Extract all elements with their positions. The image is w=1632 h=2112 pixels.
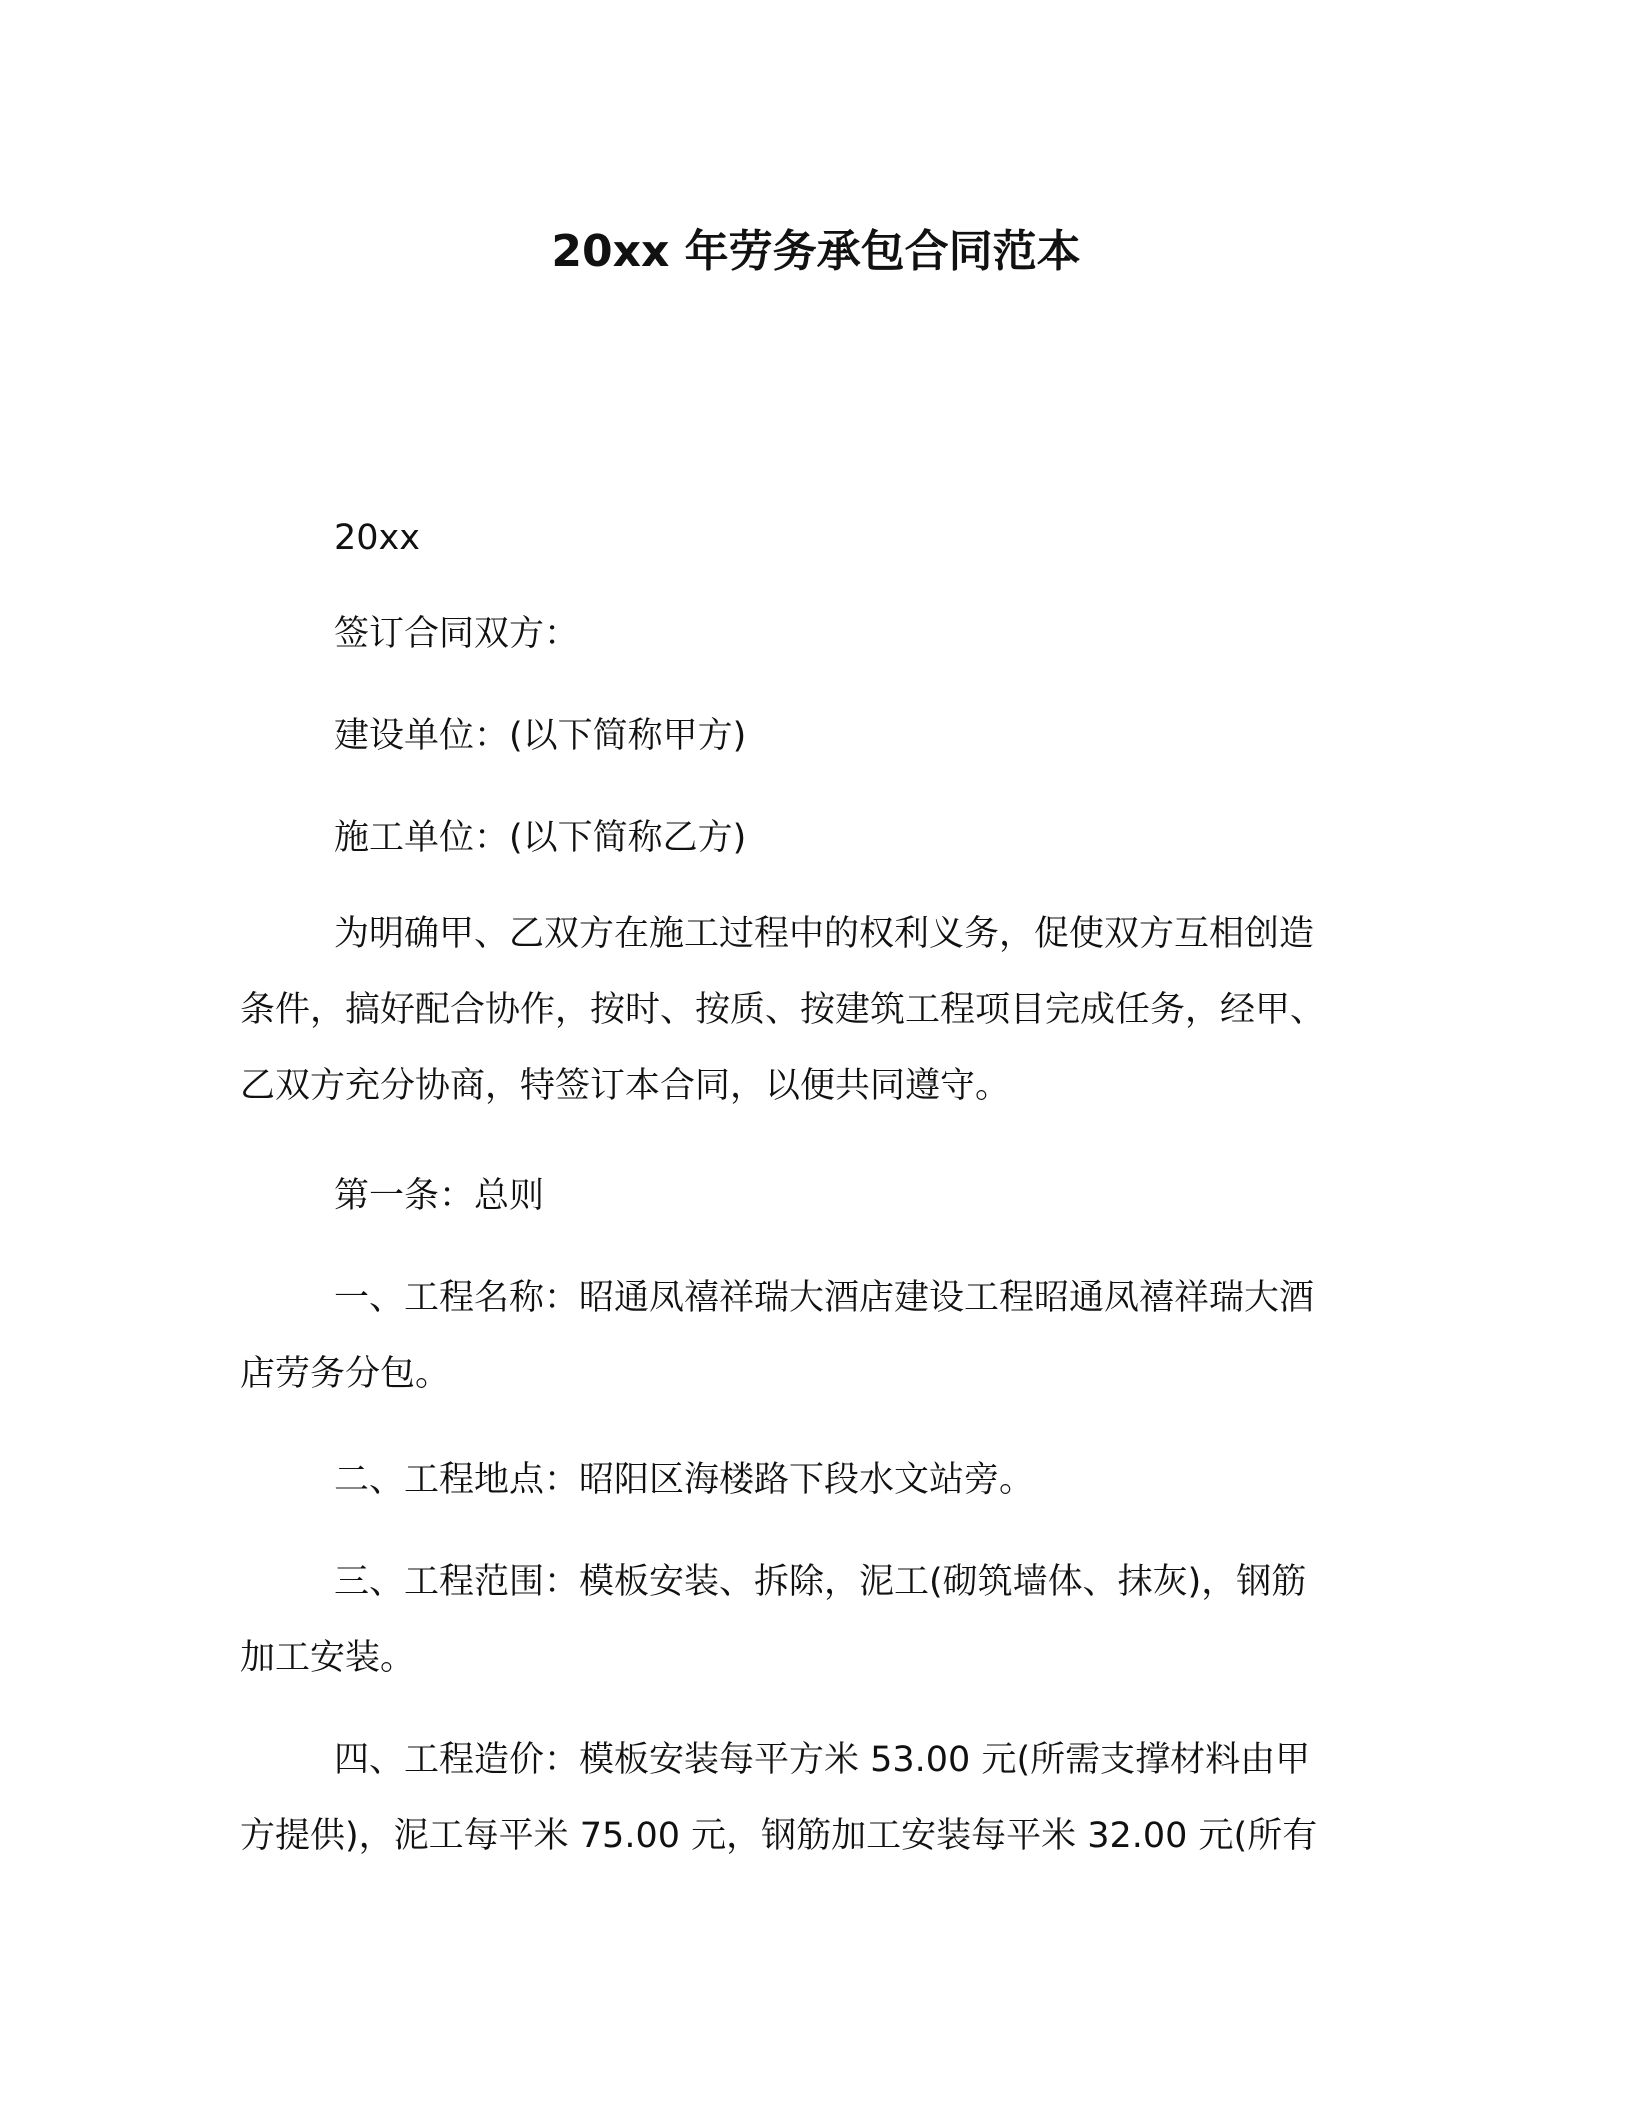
paragraph-line: 加工安装。 xyxy=(240,1638,416,1678)
paragraph-line: 签订合同双方： xyxy=(334,614,580,654)
paragraph-line: 条件，搞好配合协作，按时、按质、按建筑工程项目完成任务，经甲、 xyxy=(240,990,1326,1030)
paragraph-line: 二、工程地点：昭阳区海楼路下段水文站旁。 xyxy=(334,1460,1035,1500)
paragraph-year xyxy=(240,500,1400,576)
paragraph-project-cost xyxy=(240,1722,1400,1874)
paragraph-line: 建设单位：(以下简称甲方) xyxy=(334,716,747,756)
document-title: 20xx 年劳务承包合同范本 xyxy=(551,226,1081,277)
paragraph-line: 第一条：总则 xyxy=(334,1176,545,1216)
paragraph-line: 三、工程范围：模板安装、拆除，泥工(砌筑墙体、抹灰)，钢筋 xyxy=(334,1562,1307,1602)
paragraph-party-b xyxy=(240,800,1400,876)
paragraph-line: 店劳务分包。 xyxy=(240,1354,451,1394)
paragraph-parties-heading xyxy=(240,596,1400,672)
paragraph-party-a xyxy=(240,698,1400,774)
paragraph-line: 方提供)，泥工每平米 75.00 元，钢筋加工安装每平米 32.00 元(所有 xyxy=(240,1816,1318,1856)
paragraph-project-scope xyxy=(240,1544,1400,1696)
paragraph-line: 四、工程造价：模板安装每平方米 53.00 元(所需支撑材料由甲 xyxy=(334,1740,1311,1780)
paragraph-purpose xyxy=(240,896,1400,1124)
paragraph-line: 为明确甲、乙双方在施工过程中的权利义务，促使双方互相创造 xyxy=(334,914,1315,954)
paragraph-project-name xyxy=(240,1260,1400,1412)
paragraph-line: 20xx xyxy=(334,518,420,558)
paragraph-article-one xyxy=(240,1158,1400,1234)
paragraph-line: 乙双方充分协商，特签订本合同，以便共同遵守。 xyxy=(240,1066,1011,1106)
paragraph-project-location xyxy=(240,1442,1400,1518)
paragraph-line: 施工单位：(以下简称乙方) xyxy=(334,818,747,858)
paragraph-line: 一、工程名称：昭通凤禧祥瑞大酒店建设工程昭通凤禧祥瑞大酒 xyxy=(334,1278,1315,1318)
